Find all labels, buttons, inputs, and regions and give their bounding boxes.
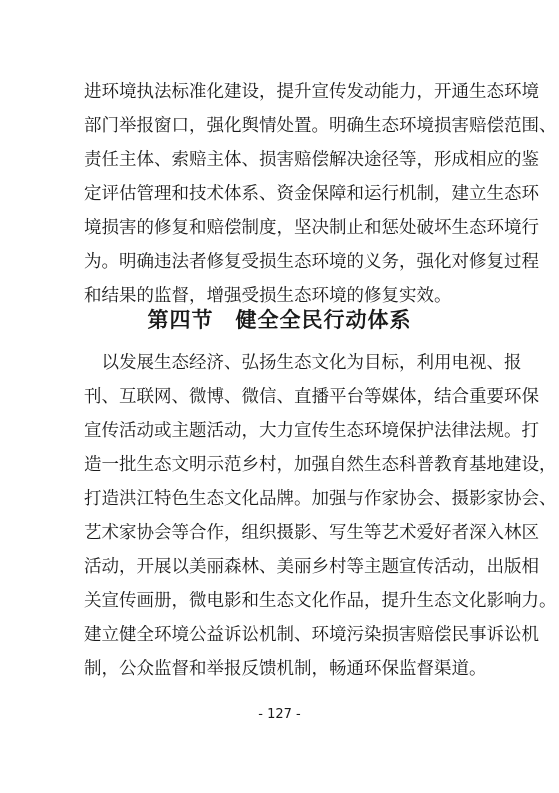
text-line: 和结果的监督，增强受损生态环境的修复实效。 <box>84 286 452 306</box>
paragraph-public-action <box>84 346 557 686</box>
text-line: 打造洪江特色生态文化品牌。加强与作家协会、摄影家协会、 <box>84 489 557 509</box>
text-line: 部门举报窗口，强化舆情处置。明确生态环境损害赔偿范围、 <box>84 116 557 136</box>
text-line: 活动，开展以美丽森林、美丽乡村等主题宣传活动，出版相 <box>84 557 539 577</box>
text-line: 制，公众监督和举报反馈机制，畅通环保监督渠道。 <box>84 659 487 679</box>
text-line: 刊、互联网、微博、微信、直播平台等媒体，结合重要环保 <box>84 387 539 407</box>
text-line: 责任主体、索赔主体、损害赔偿解决途径等，形成相应的鉴 <box>84 150 539 170</box>
text-line: 为。明确违法者修复受损生态环境的义务，强化对修复过程 <box>84 252 539 272</box>
text-line: 境损害的修复和赔偿制度，坚决制止和惩处破坏生态环境行 <box>84 218 539 238</box>
text-line: 进环境执法标准化建设，提升宣传发动能力，开通生态环境 <box>84 82 539 102</box>
text-line: 以发展生态经济、弘扬生态文化为目标，利用电视、报 <box>84 353 522 373</box>
text-line: 艺术家协会等合作，组织摄影、写生等艺术爱好者深入林区 <box>84 523 539 543</box>
text-line: 定评估管理和技术体系、资金保障和运行机制，建立生态环 <box>84 184 539 204</box>
text-line: 建立健全环境公益诉讼机制、环境污染损害赔偿民事诉讼机 <box>84 625 539 645</box>
paragraph-environmental-damage <box>84 75 557 313</box>
text-line: 关宣传画册，微电影和生态文化作品，提升生态文化影响力。 <box>84 591 557 611</box>
page-number: - 127 - <box>258 707 301 722</box>
section-heading: 第四节 健全全民行动体系 <box>147 308 412 332</box>
text-line: 造一批生态文明示范乡村，加强自然生态科普教育基地建设， <box>84 455 557 475</box>
text-line: 宣传活动或主题活动，大力宣传生态环境保护法律法规。打 <box>84 421 539 441</box>
